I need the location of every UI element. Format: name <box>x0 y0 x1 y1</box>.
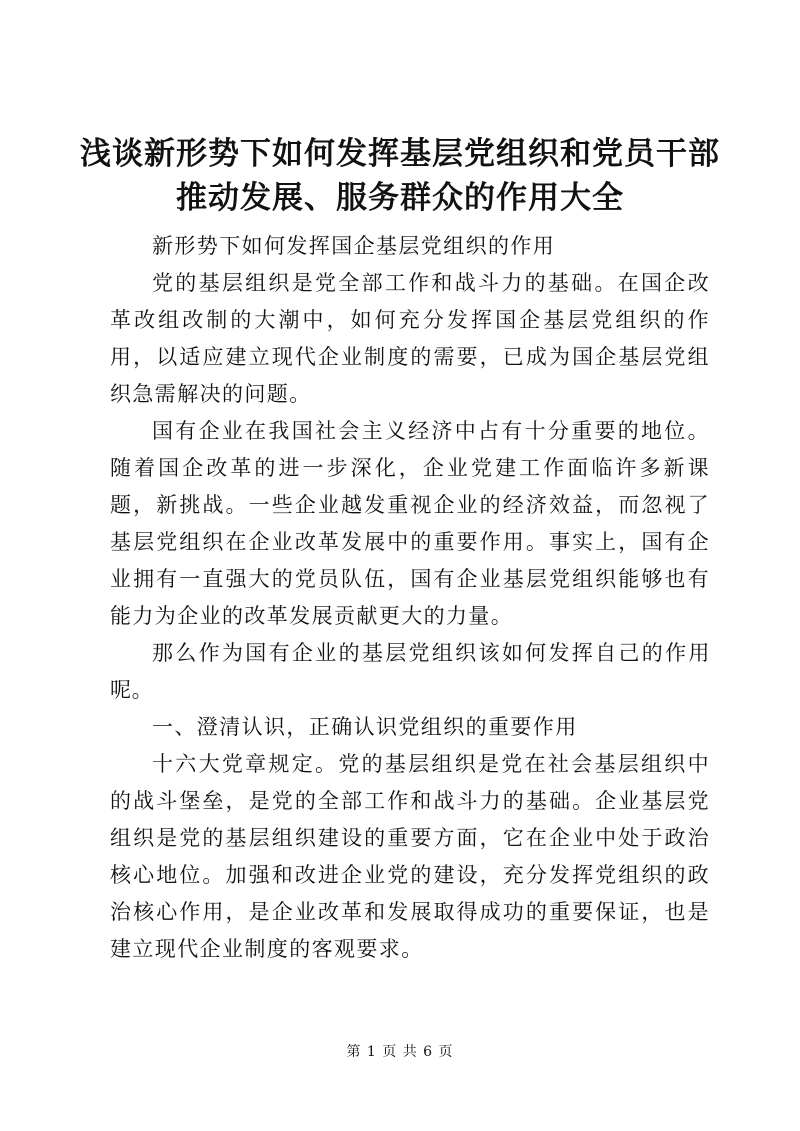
body-paragraph: 十六大党章规定。党的基层组织是党在社会基层组织中的战斗堡垒，是党的全部工作和战斗力的基础。企业基层党组织是党的基层组织建设的重要方面，它在企业中处于政治核心地位。加强和改进企业党的建设，充分发挥党组织的政治核心作用，是企业改革和发展取得成功的重要保证，也是建立现代企业制度的客观要求。 <box>110 752 710 961</box>
title-line-2: 推动发展、服务群众的作用大全 <box>176 180 624 216</box>
page-number-footer: 第 1 页 共 6 页 <box>346 1044 454 1060</box>
document-title <box>80 132 720 220</box>
title-line-1: 浅谈新形势下如何发挥基层党组织和党员干部 <box>80 136 720 172</box>
section-heading: 一、澄清认识，正确认识党组织的重要作用 <box>152 715 578 739</box>
body-paragraph: 国有企业在我国社会主义经济中占有十分重要的地位。随着国企改革的进一步深化，企业党建工作面临许多新课题，新挑战。一些企业越发重视企业的经济效益，而忽视了基层党组织在企业改革发展中的重要作用。事实上，国有企业拥有一直强大的党员队伍，国有企业基层党组织能够也有能力为企业的改革发展贡献更大的力量。 <box>110 419 710 628</box>
body-paragraph: 那么作为国有企业的基层党组织该如何发挥自己的作用呢。 <box>110 641 710 702</box>
body-paragraph: 党的基层组织是党全部工作和战斗力的基础。在国企改革改组改制的大潮中，如何充分发挥国企基层党组织的作用，以适应建立现代企业制度的需要，已成为国企基层党组织急需解决的问题。 <box>110 271 710 406</box>
subheading-paragraph: 新形势下如何发挥国企基层党组织的作用 <box>152 234 556 258</box>
document-body <box>110 228 710 968</box>
